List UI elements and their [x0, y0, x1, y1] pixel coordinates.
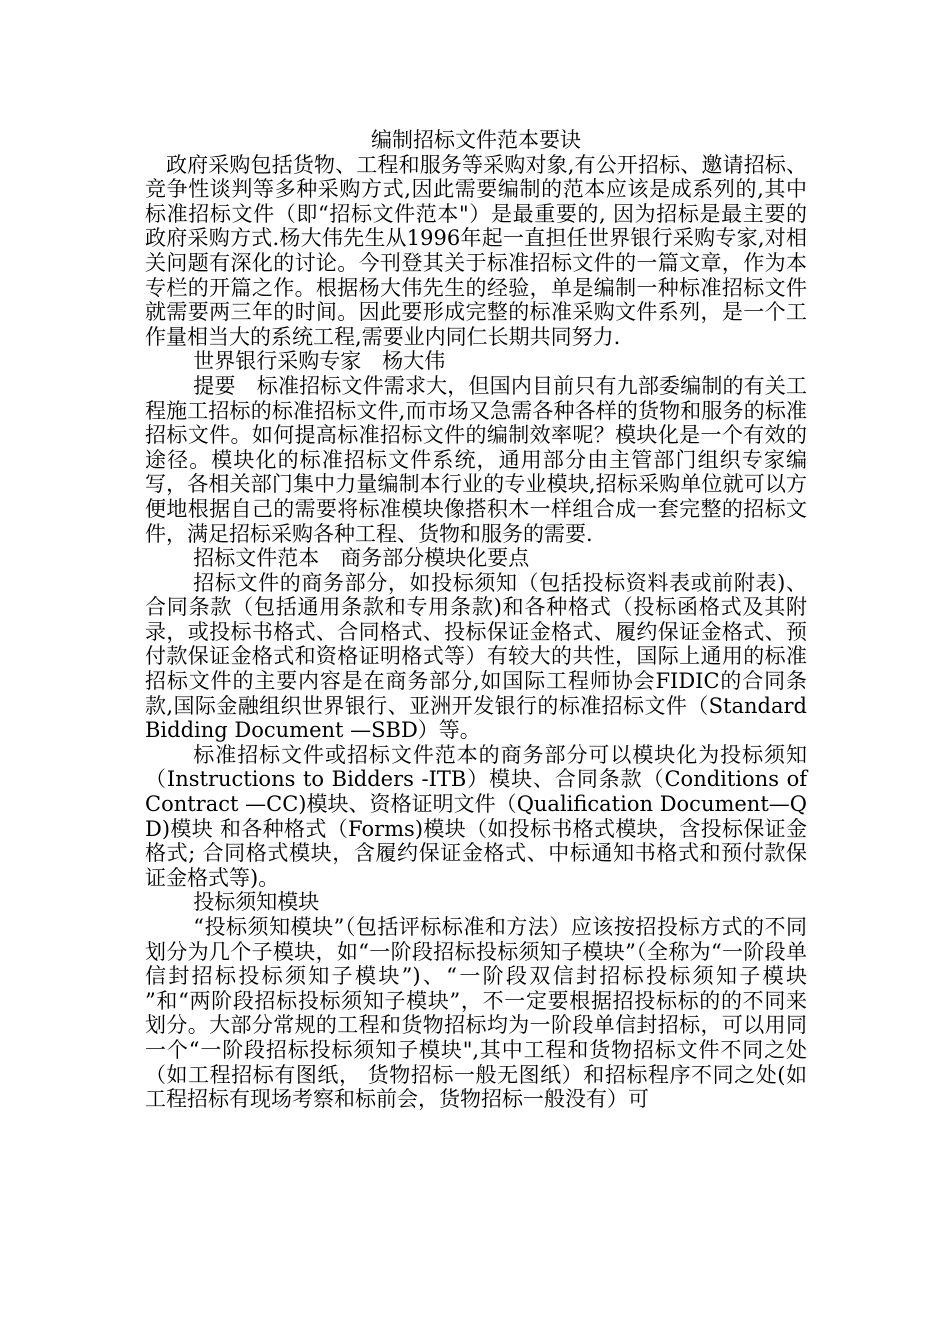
- intro-paragraph: 政府采购包括货物、工程和服务等采购对象,有公开招标、邀请招标、竞争性谈判等多种采购方式,因此需要编制的范本应该是成系列的,其中标准招标文件（即“招标文件范本"）是最重要的, 因为招标是最主要的政府采购方式.杨大伟先生从1996年起一直担任世界银行采购专家,对相关问题有深化的讨论。今刊登其关于标准招标文件的一篇文章，作为本专栏的开篇之作。根据杨大伟先生的经验，单是编制一种标准招标文件就需要两三年的时间。因此要形成完整的标准采购文件系列，是一个工作量相当大的系统工程,需要业内同仁长期共同努力.: [145, 152, 807, 349]
- business-paragraph-1: 招标文件的商务部分，如投标须知（包括投标资料表或前附表)、合同条款（包括通用条款和专用条款)和各种格式（投标函格式及其附录，或投标书格式、合同格式、投标保证金格式、履约保证金格式、预付款保证金格式和资格证明格式等）有较大的共性，国际上通用的标准招标文件的主要内容是在商务部分,如国际工程师协会FIDIC的合同条款,国际金融组织世界银行、亚洲开发银行的标准招标文件（Standard Bidding Document —SBD）等。: [145, 570, 807, 743]
- author-line: 世界银行采购专家 杨大伟: [193, 349, 446, 374]
- document-page: [145, 128, 807, 1112]
- abstract-paragraph: 提要 标准招标文件需求大，但国内目前只有九部委编制的有关工程施工招标的标准招标文件,而市场又急需各种各样的货物和服务的标准招标文件。如何提高标准招标文件的编制效率呢？模块化是一个有效的途径。模块化的标准招标文件系统，通用部分由主管部门组织专家编写，各相关部门集中力量编制本行业的专业模块,招标采购单位就可以方便地根据自己的需要将标准模块像搭积木一样组合成一套完整的招标文件，满足招标采购各种工程、货物和服务的需要.: [145, 373, 807, 546]
- section-heading-itb: 投标须知模块: [193, 890, 320, 915]
- document-title: 编制招标文件范本要诀: [371, 128, 581, 152]
- itb-paragraph-1: “投标须知模块”（包括评标标准和方法）应该按招投标方式的不同划分为几个子模块，如“一阶段招标投标须知子模块”（全称为“一阶段单信封招标投标须知子模块”)、“一阶段双信封招标投标须知子模块 ”和“两阶段招标投标须知子模块”，不一定要根据招投标标的的不同来划分。大部分常规的工程和货物招标均为一阶段单信封招标，可以用同一个“一阶段招标投标须知子模块",其中工程和货物招标文件不同之处（如工程招标有图纸， 货物招标一般无图纸）和招标程序不同之处(如工程招标有现场考察和标前会，货物招标一般没有）可: [145, 915, 807, 1112]
- business-paragraph-2: 标准招标文件或招标文件范本的商务部分可以模块化为投标须知（Instructions to Bidders -ITB）模块、合同条款（Conditions of Contract —CC)模块、资格证明文件（Qualification Document—QD)模块 和各种格式（Forms)模块（如投标书格式模块，含投标保证金格式; 合同格式模块，含履约保证金格式、中标通知书格式和预付款保证金格式等)。: [145, 742, 807, 890]
- section-heading-business: 招标文件范本 商务部分模块化要点: [193, 546, 530, 571]
